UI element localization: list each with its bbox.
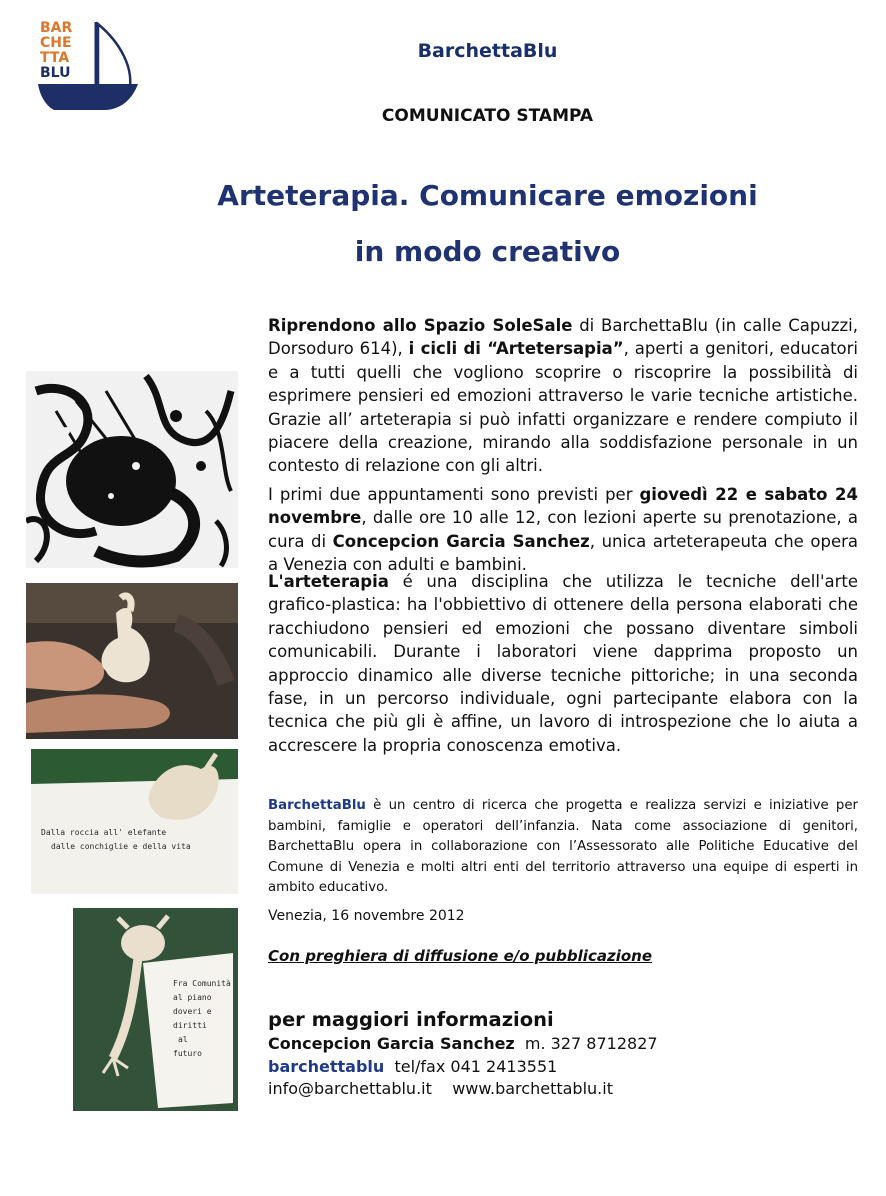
paragraph-intro xyxy=(268,314,858,478)
logo-text-4: BLU xyxy=(40,65,71,81)
about-paragraph xyxy=(268,796,858,899)
contact-email-web[interactable]: info@barchettablu.it www.barchettablu.it xyxy=(268,1079,613,1098)
about-brand: BarchettaBlu xyxy=(268,798,366,813)
about-text: è un centro di ricerca che progetta e realizza servizi e iniziative per bambini, famiglie e operatori dell’infanzia. Nata come associazione di genitori, BarchettaBlu opera in collaborazione con l’Assessorato alle Politiche Educative del Comune di Venezia e molti altri enti del territorio attraverso una equipe di esperti in ambito educativo. xyxy=(268,798,858,895)
hands-clay-photo xyxy=(26,583,238,739)
contact-org-phone: tel/fax 041 2413551 xyxy=(384,1057,558,1076)
definition-bold: L'arteterapia xyxy=(268,572,389,591)
intro-text-2: , aperti a genitori, educatori e a tutti quelli che vogliono scoprire o riscoprire la possibilità di esprimere pensieri ed emozioni attraverso le varie tecniche artistiche. Grazie all’ arteterapia si può infatti organizzare e rendere compiuto il piacere della creazione, mirando alla soddisfazione personale in un contesto di relazione con gli altri. xyxy=(268,339,859,476)
logo-text-2: CHE xyxy=(40,35,72,51)
brand-name: BarchettaBlu xyxy=(417,40,558,62)
dates-bold-1: giovedì 22 e sabato 24 novembre xyxy=(268,485,858,528)
title-line-1: Arteterapia. Comunicare emozioni xyxy=(217,179,758,212)
contact-name: Concepcion Garcia Sanchez xyxy=(268,1034,515,1053)
intro-text-1: di BarchettaBlu (in calle Capuzzi, Dorsoduro 614), xyxy=(268,316,858,359)
sheet-line-2: al piano xyxy=(173,993,212,1002)
contact-mobile: m. 327 8712827 xyxy=(514,1034,658,1053)
logo-text-1: BAR xyxy=(40,20,73,36)
press-release-label: COMUNICATO STAMPA xyxy=(381,106,594,126)
sheet-line-3: doveri e xyxy=(173,1007,212,1016)
sheet-line-4: diritti xyxy=(173,1021,207,1030)
note-line-1: Dalla roccia all' elefante xyxy=(41,828,167,837)
contact-person xyxy=(268,1034,658,1053)
dates-bold-2: Concepcion Garcia Sanchez xyxy=(332,531,590,551)
publication-request: Con preghiera di diffusione e/o pubblicazione xyxy=(268,947,652,965)
title-line-2: in modo creativo xyxy=(354,235,621,268)
paragraph-definition xyxy=(268,570,858,757)
contacts-heading: per maggiori informazioni xyxy=(268,1008,554,1031)
note-line-2: dalle conchiglie e della vita xyxy=(51,842,191,851)
clay-figure-photo xyxy=(73,908,238,1111)
logo-text-3: TTA xyxy=(40,50,70,66)
sheet-line-1: Fra Comunità xyxy=(173,979,231,988)
dates-text-3: , unica arteterapeuta che opera a Venezia con adulti e bambini. xyxy=(268,531,858,575)
dates-text-1: I primi due appuntamenti sono previsti per xyxy=(268,485,640,504)
date-line: Venezia, 16 novembre 2012 xyxy=(268,908,465,924)
intro-bold-2: i cicli di “Artetersapia” xyxy=(408,339,624,359)
barchettablu-logo xyxy=(34,16,142,112)
definition-text: é una disciplina che utilizza le tecniche dell'arte grafico-plastica: ha l'obbiettivo di ottenere della persona elaborati che racchiudono pensieri ed emozioni che possano diventare simboli comunicabili. Durante i laboratori viene dapprima proposto un approccio dinamico alle diverse tecniche pittoriche; in una seconda fase, in un percorso individuale, ogni partecipante elabora con la tecnica che più gli è affine, un lavoro di introspezione che lo aiuta a accrescere la propria conoscenza emotiva. xyxy=(268,572,858,755)
dates-text-2: , dalle ore 10 alle 12, con lezioni aperte su prenotazione, a cura di xyxy=(268,508,858,551)
contact-org-name: barchettablu xyxy=(268,1057,385,1076)
contact-org xyxy=(268,1057,557,1076)
ink-painting-photo xyxy=(26,371,238,568)
page-title xyxy=(0,168,886,280)
intro-bold-1: Riprendono allo Spazio SoleSale xyxy=(268,316,573,335)
clay-note-photo xyxy=(31,749,238,894)
paragraph-dates xyxy=(268,483,858,577)
sheet-line-5: al xyxy=(178,1035,188,1044)
sheet-line-6: futuro xyxy=(173,1049,202,1058)
